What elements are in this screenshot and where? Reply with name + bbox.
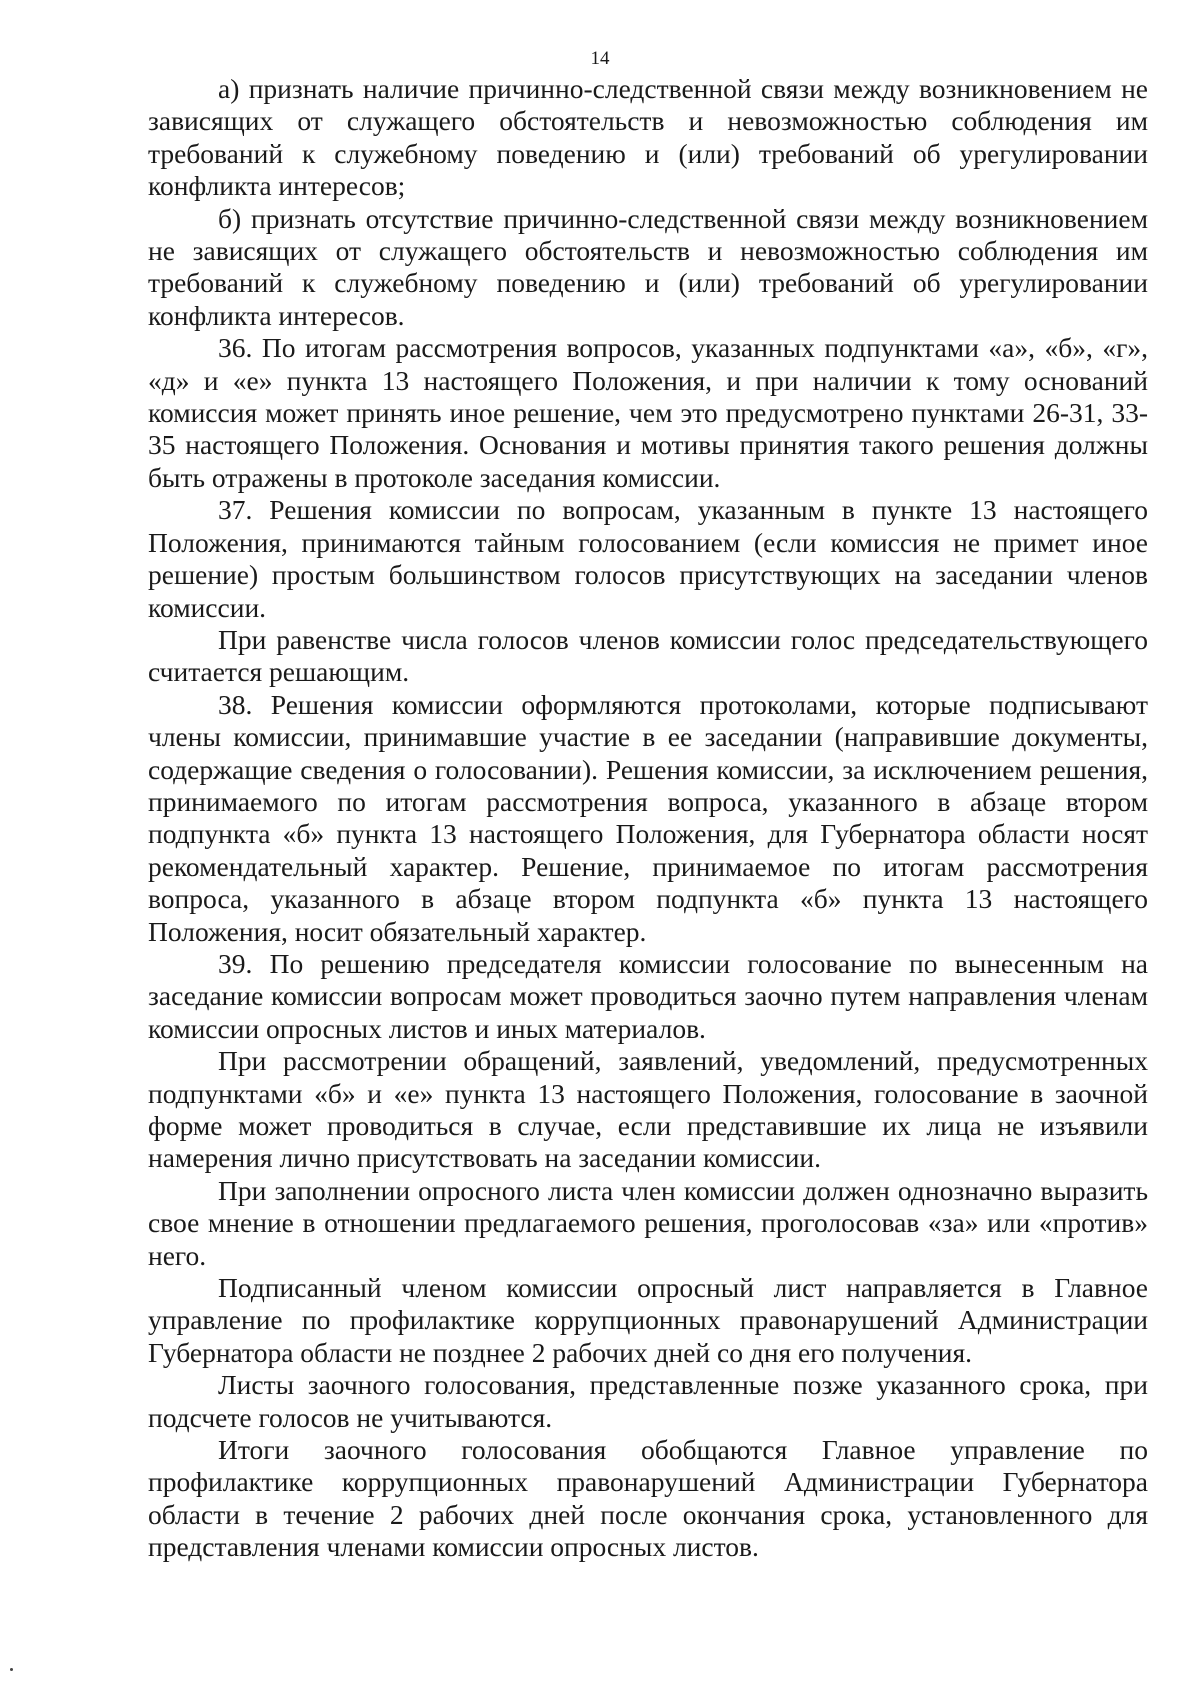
- scan-speck: [10, 1668, 13, 1671]
- paragraph-39-late-sheets: Листы заочного голосования, представленные позже указанного срока, при подсчете голосов не учитываются.: [148, 1369, 1148, 1433]
- page-number: 14: [590, 48, 610, 69]
- paragraph-36: 36. По итогам рассмотрения вопросов, указанных подпунктами «а», «б», «г», «д» и «е» пункта 13 настоящего Положения, и при наличии к тому оснований комиссия может принять иное решение, чем это предусмотрено пунктами 26-31, 33-35 настоящего Положения. Основания и мотивы принятия такого решения должны быть отражены в протоколе заседания комиссии.: [148, 332, 1148, 493]
- paragraph-39: 39. По решению председателя комиссии голосование по вынесенным на заседание комиссии вопросам может проводиться заочно путем направления членам комиссии опросных листов и иных материалов.: [148, 947, 1148, 1044]
- paragraph-a: а) признать наличие причинно-следственной связи между возникновением не зависящих от служащего обстоятельств и невозможностью соблюдения им требований к служебному поведению и (или) требований об урегулировании конфликта интересов;: [148, 73, 1148, 202]
- paragraph-39-questionnaire: При заполнении опросного листа член комиссии должен однозначно выразить свое мнение в отношении предлагаемого решения, проголосовав «за» или «против» него.: [148, 1174, 1148, 1271]
- document-body: [148, 73, 1148, 1564]
- paragraph-39-submission: Подписанный членом комиссии опросный лист направляется в Главное управление по профилактике коррупционных правонарушений Администрации Губернатора области не позднее 2 рабочих дней со дня его получения.: [148, 1272, 1148, 1368]
- paragraph-39-absentee-conditions: При рассмотрении обращений, заявлений, уведомлений, предусмотренных подпунктами «б» и «е» пункта 13 настоящего Положения, голосование в заочной форме может проводиться в случае, если представившие их лица не изъявили намерения лично присутствовать на заседании комиссии.: [148, 1045, 1148, 1174]
- paragraph-38: 38. Решения комиссии оформляются протоколами, которые подписывают члены комиссии, принимавшие участие в ее заседании (направившие документы, содержащие сведения о голосовании). Решения комиссии, за исключением решения, принимаемого по итогам рассмотрения вопроса, указанного в абзаце втором подпункта «б» пункта 13 настоящего Положения, для Губернатора области носят рекомендательный характер. Решение, принимаемое по итогам рассмотрения вопроса, указанного в абзаце втором подпункта «б» пункта 13 настоящего Положения, носит обязательный характер.: [148, 688, 1148, 947]
- paragraph-b: б) признать отсутствие причинно-следственной связи между возникновением не зависящих от служащего обстоятельств и невозможностью соблюдения им требований к служебному поведению и (или) требований об урегулировании конфликта интересов.: [148, 202, 1148, 331]
- paragraph-37: 37. Решения комиссии по вопросам, указанным в пункте 13 настоящего Положения, принимаются тайным голосованием (если комиссия не примет иное решение) простым большинством голосов присутствующих на заседании членов комиссии.: [148, 494, 1148, 623]
- paragraph-37-tie-vote: При равенстве числа голосов членов комиссии голос председательствующего считается решающим.: [148, 623, 1148, 688]
- paragraph-39-results: Итоги заочного голосования обобщаются Главное управление по профилактике коррупционных правонарушений Администрации Губернатора области в течение 2 рабочих дней после окончания срока, установленного для представления членами комиссии опросных листов.: [148, 1434, 1148, 1563]
